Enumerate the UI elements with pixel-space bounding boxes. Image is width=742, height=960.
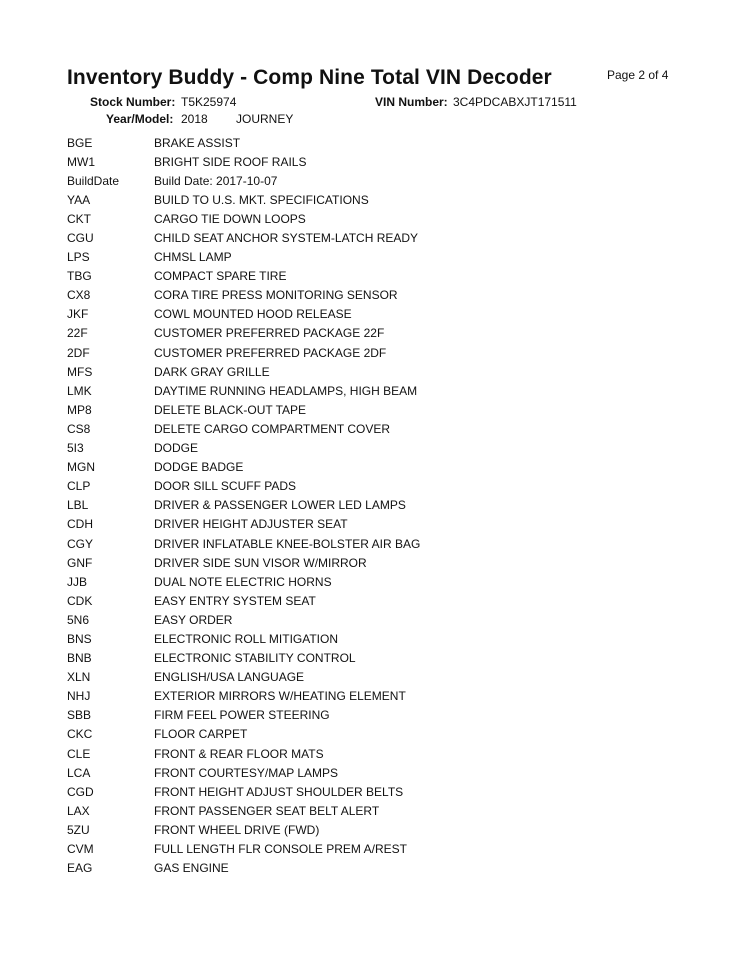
option-row <box>67 133 567 152</box>
option-description: FRONT COURTESY/MAP LAMPS <box>154 765 339 780</box>
option-code: CGY <box>67 536 94 551</box>
option-code: BNB <box>67 651 92 666</box>
option-code: GNF <box>67 555 93 570</box>
option-code: 5ZU <box>67 822 90 837</box>
option-code: CKC <box>67 727 93 742</box>
option-description: FIRM FEEL POWER STEERING <box>154 708 330 723</box>
option-code: BuildDate <box>67 173 120 188</box>
option-code: JKF <box>67 307 89 322</box>
option-code: CLE <box>67 746 91 761</box>
option-description: FRONT HEIGHT ADJUST SHOULDER BELTS <box>154 784 404 799</box>
option-row <box>67 725 567 744</box>
option-description: FULL LENGTH FLR CONSOLE PREM A/REST <box>154 842 407 857</box>
option-code: CGD <box>67 784 94 799</box>
option-row <box>67 496 567 515</box>
option-code: SBB <box>67 708 92 723</box>
option-description: FLOOR CARPET <box>154 727 248 742</box>
option-row <box>67 515 567 534</box>
year-model-label: Year/Model: <box>106 112 174 126</box>
option-description: FRONT & REAR FLOOR MATS <box>154 746 324 761</box>
option-code: CVM <box>67 842 94 857</box>
option-description: FRONT PASSENGER SEAT BELT ALERT <box>154 803 380 818</box>
option-row <box>67 439 567 458</box>
option-row <box>67 458 567 477</box>
option-row <box>67 305 567 324</box>
option-row <box>67 706 567 725</box>
option-code: CKT <box>67 211 91 226</box>
option-description: DUAL NOTE ELECTRIC HORNS <box>154 574 332 589</box>
year-value: 2018 <box>181 112 208 126</box>
page-title: Inventory Buddy - Comp Nine Total VIN Decoder <box>67 66 552 89</box>
option-code: CLP <box>67 479 91 494</box>
option-row <box>67 400 567 419</box>
option-description: DRIVER HEIGHT ADJUSTER SEAT <box>154 517 348 532</box>
option-code: MFS <box>67 364 93 379</box>
option-code: MW1 <box>67 154 95 169</box>
option-code: 22F <box>67 326 88 341</box>
option-description: ELECTRONIC STABILITY CONTROL <box>154 651 356 666</box>
option-description: EXTERIOR MIRRORS W/HEATING ELEMENT <box>154 689 406 704</box>
page-number: Page 2 of 4 <box>607 68 669 82</box>
option-code: YAA <box>67 192 91 207</box>
option-code: 2DF <box>67 345 90 360</box>
option-code: 5I3 <box>67 441 84 456</box>
option-description: CUSTOMER PREFERRED PACKAGE 2DF <box>154 345 387 360</box>
option-description: BUILD TO U.S. MKT. SPECIFICATIONS <box>154 192 369 207</box>
option-code: LBL <box>67 498 89 513</box>
option-description: DOOR SILL SCUFF PADS <box>154 479 297 494</box>
option-row <box>67 629 567 648</box>
option-row <box>67 782 567 801</box>
option-description: ENGLISH/USA LANGUAGE <box>154 670 305 685</box>
option-description: Build Date: 2017-10-07 <box>154 173 278 188</box>
option-code: XLN <box>67 670 91 685</box>
option-description: CUSTOMER PREFERRED PACKAGE 22F <box>154 326 385 341</box>
option-code: BNS <box>67 631 92 646</box>
option-row <box>67 534 567 553</box>
option-description: DAYTIME RUNNING HEADLAMPS, HIGH BEAM <box>154 383 418 398</box>
option-row <box>67 687 567 706</box>
option-row <box>67 610 567 629</box>
option-row <box>67 419 567 438</box>
option-description: DELETE BLACK-OUT TAPE <box>154 402 307 417</box>
option-row <box>67 839 567 858</box>
option-description: DRIVER & PASSENGER LOWER LED LAMPS <box>154 498 406 513</box>
option-description: DODGE <box>154 441 199 456</box>
option-code: LMK <box>67 383 92 398</box>
option-row <box>67 553 567 572</box>
option-row <box>67 343 567 362</box>
option-description: CARGO TIE DOWN LOOPS <box>154 211 306 226</box>
option-row <box>67 801 567 820</box>
option-description: DRIVER SIDE SUN VISOR W/MIRROR <box>154 555 367 570</box>
option-row <box>67 152 567 171</box>
option-row <box>67 228 567 247</box>
option-row <box>67 649 567 668</box>
option-code: CGU <box>67 231 94 246</box>
option-row <box>67 820 567 839</box>
option-code: BGE <box>67 135 93 150</box>
option-code: EAG <box>67 861 93 876</box>
option-code: CX8 <box>67 288 91 303</box>
option-code: TBG <box>67 269 92 284</box>
option-row <box>67 190 567 209</box>
option-description: ELECTRONIC ROLL MITIGATION <box>154 631 339 646</box>
option-code: NHJ <box>67 689 91 704</box>
option-description: DARK GRAY GRILLE <box>154 364 270 379</box>
option-code: CS8 <box>67 421 91 436</box>
option-code: MGN <box>67 460 95 475</box>
option-row <box>67 267 567 286</box>
option-row <box>67 209 567 228</box>
option-description: FRONT WHEEL DRIVE (FWD) <box>154 822 320 837</box>
option-description: CHMSL LAMP <box>154 250 232 265</box>
option-description: DODGE BADGE <box>154 460 244 475</box>
option-description: BRIGHT SIDE ROOF RAILS <box>154 154 307 169</box>
option-row <box>67 381 567 400</box>
option-row <box>67 572 567 591</box>
option-row <box>67 668 567 687</box>
option-code: LPS <box>67 250 90 265</box>
option-code: CDK <box>67 593 93 608</box>
option-code: JJB <box>67 574 88 589</box>
stock-number-value: T5K25974 <box>181 95 237 109</box>
option-description: DRIVER INFLATABLE KNEE-BOLSTER AIR BAG <box>154 536 421 551</box>
option-description: BRAKE ASSIST <box>154 135 241 150</box>
option-row <box>67 763 567 782</box>
option-row <box>67 362 567 381</box>
option-code-list <box>67 133 567 878</box>
stock-number-label: Stock Number: <box>90 95 176 109</box>
option-description: GAS ENGINE <box>154 861 229 876</box>
vin-number-value: 3C4PDCABXJT171511 <box>453 95 577 109</box>
option-row <box>67 248 567 267</box>
option-row <box>67 171 567 190</box>
option-description: DELETE CARGO COMPARTMENT COVER <box>154 421 391 436</box>
option-row <box>67 286 567 305</box>
model-value: JOURNEY <box>236 112 294 126</box>
option-code: 5N6 <box>67 612 90 627</box>
option-code: LCA <box>67 765 91 780</box>
option-code: LAX <box>67 803 90 818</box>
option-row <box>67 324 567 343</box>
option-row <box>67 477 567 496</box>
option-code: MP8 <box>67 402 92 417</box>
option-description: EASY ENTRY SYSTEM SEAT <box>154 593 316 608</box>
vin-number-label: VIN Number: <box>375 95 448 109</box>
option-description: CHILD SEAT ANCHOR SYSTEM-LATCH READY <box>154 231 419 246</box>
option-description: CORA TIRE PRESS MONITORING SENSOR <box>154 288 398 303</box>
option-description: COWL MOUNTED HOOD RELEASE <box>154 307 352 322</box>
option-description: EASY ORDER <box>154 612 233 627</box>
option-code: CDH <box>67 517 93 532</box>
option-row <box>67 591 567 610</box>
option-description: COMPACT SPARE TIRE <box>154 269 287 284</box>
option-row <box>67 744 567 763</box>
option-row <box>67 859 567 878</box>
